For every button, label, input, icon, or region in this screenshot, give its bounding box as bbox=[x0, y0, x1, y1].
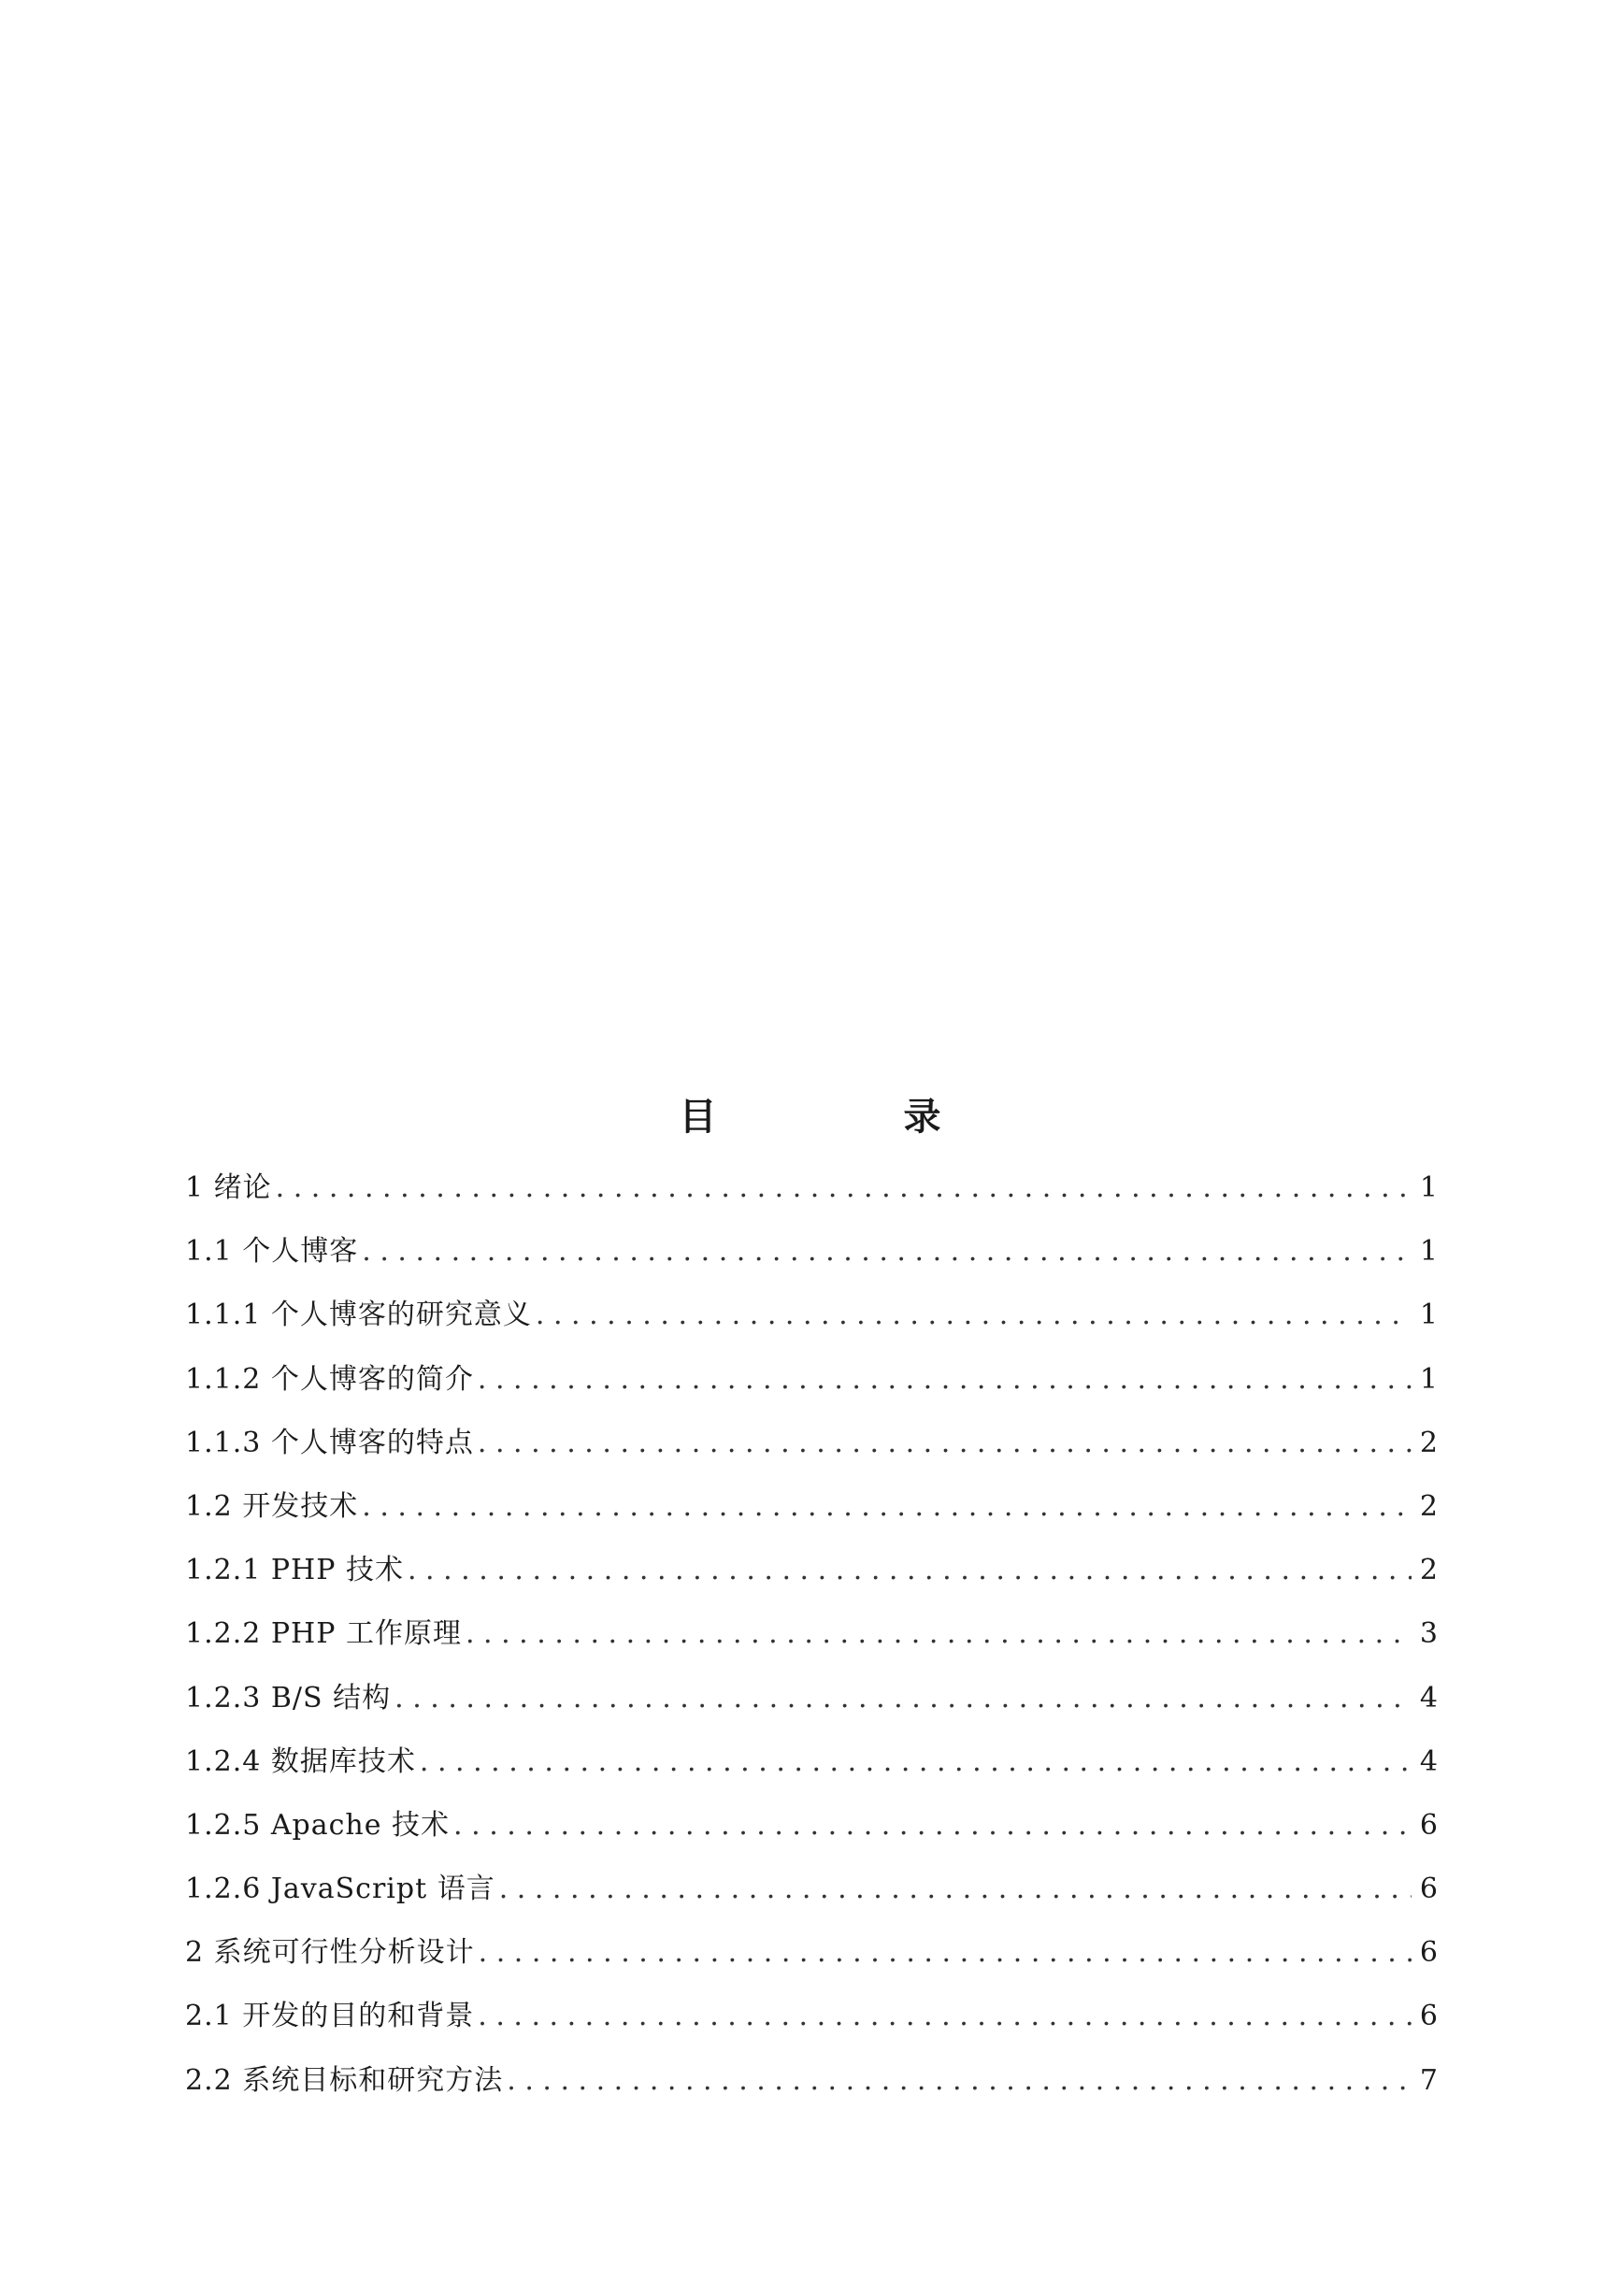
toc-entry[interactable] bbox=[185, 1858, 1438, 1921]
toc-entry[interactable] bbox=[185, 1794, 1438, 1858]
toc-entry-page: 1 bbox=[1419, 1299, 1438, 1332]
toc-entry-label: 1.1.2 个人博客的简介 bbox=[185, 1362, 474, 1396]
toc-dot-leader bbox=[408, 1539, 1412, 1602]
toc-entry-label: 1.2.3 B/S 结构 bbox=[185, 1681, 392, 1715]
toc-entry-page: 1 bbox=[1419, 1235, 1438, 1269]
toc-entry[interactable] bbox=[185, 2049, 1438, 2113]
toc-entry[interactable] bbox=[185, 1412, 1438, 1475]
toc-entry[interactable] bbox=[185, 1475, 1438, 1539]
toc-entry[interactable] bbox=[185, 1730, 1438, 1794]
toc-dot-leader bbox=[362, 1220, 1412, 1284]
toc-title: 目 录 bbox=[679, 1096, 1016, 1139]
toc-entry-page: 2 bbox=[1419, 1426, 1438, 1459]
toc-entry[interactable] bbox=[185, 1602, 1438, 1666]
toc-entry-page: 1 bbox=[1419, 1362, 1438, 1396]
toc-entry[interactable] bbox=[185, 1985, 1438, 2048]
toc-dot-leader bbox=[499, 1858, 1412, 1921]
toc-dot-leader bbox=[507, 2049, 1412, 2113]
toc-entry-label: 1.2.6 JavaScript 语言 bbox=[185, 1873, 495, 1906]
toc-entry-label: 2 系统可行性分析设计 bbox=[185, 1936, 475, 1970]
toc-entry-page: 6 bbox=[1419, 1873, 1438, 1906]
toc-entry-page: 1 bbox=[1419, 1171, 1438, 1204]
toc-entry-label: 2.1 开发的目的和背景 bbox=[185, 2000, 475, 2033]
toc-entry-label: 1 绪论 bbox=[185, 1171, 272, 1204]
toc-dot-leader bbox=[466, 1602, 1412, 1666]
toc-entry-label: 1.1 个人博客 bbox=[185, 1235, 359, 1269]
toc-dot-leader bbox=[478, 1412, 1412, 1475]
toc-entry-page: 6 bbox=[1419, 1808, 1438, 1842]
toc-entry-page: 4 bbox=[1419, 1744, 1438, 1778]
toc-entry[interactable] bbox=[185, 1921, 1438, 1985]
toc-dot-leader bbox=[420, 1730, 1412, 1794]
toc-entry-page: 3 bbox=[1419, 1617, 1438, 1651]
toc-entry-page: 6 bbox=[1419, 1936, 1438, 1970]
toc-entry-page: 2 bbox=[1419, 1489, 1438, 1523]
toc-entry[interactable] bbox=[185, 1284, 1438, 1347]
toc-dot-leader bbox=[394, 1667, 1412, 1730]
toc-entry-page: 6 bbox=[1419, 2000, 1438, 2033]
toc-entry-page: 2 bbox=[1419, 1554, 1438, 1587]
toc-list bbox=[185, 1156, 1438, 2113]
toc-entry-label: 2.2 系统目标和研究方法 bbox=[185, 2063, 504, 2097]
toc-dot-leader bbox=[478, 1985, 1412, 2048]
toc-entry-page: 7 bbox=[1419, 2063, 1438, 2097]
toc-dot-leader bbox=[362, 1475, 1412, 1539]
toc-entry-label: 1.2.4 数据库技术 bbox=[185, 1744, 416, 1778]
toc-dot-leader bbox=[478, 1348, 1412, 1412]
toc-entry-label: 1.2.2 PHP 工作原理 bbox=[185, 1617, 462, 1651]
toc-entry[interactable] bbox=[185, 1539, 1438, 1602]
toc-entry-label: 1.1.3 个人博客的特点 bbox=[185, 1426, 474, 1459]
toc-dot-leader bbox=[536, 1284, 1412, 1347]
toc-entry-label: 1.2 开发技术 bbox=[185, 1489, 359, 1523]
toc-dot-leader bbox=[453, 1794, 1412, 1858]
toc-entry[interactable] bbox=[185, 1348, 1438, 1412]
toc-entry-label: 1.1.1 个人博客的研究意义 bbox=[185, 1299, 532, 1332]
toc-entry-label: 1.2.5 Apache 技术 bbox=[185, 1808, 451, 1842]
toc-dot-leader bbox=[276, 1156, 1412, 1220]
toc-entry-page: 4 bbox=[1419, 1681, 1438, 1715]
toc-dot-leader bbox=[479, 1921, 1412, 1985]
toc-entry[interactable] bbox=[185, 1156, 1438, 1220]
toc-entry[interactable] bbox=[185, 1667, 1438, 1730]
toc-entry-label: 1.2.1 PHP 技术 bbox=[185, 1554, 404, 1587]
toc-entry[interactable] bbox=[185, 1220, 1438, 1284]
